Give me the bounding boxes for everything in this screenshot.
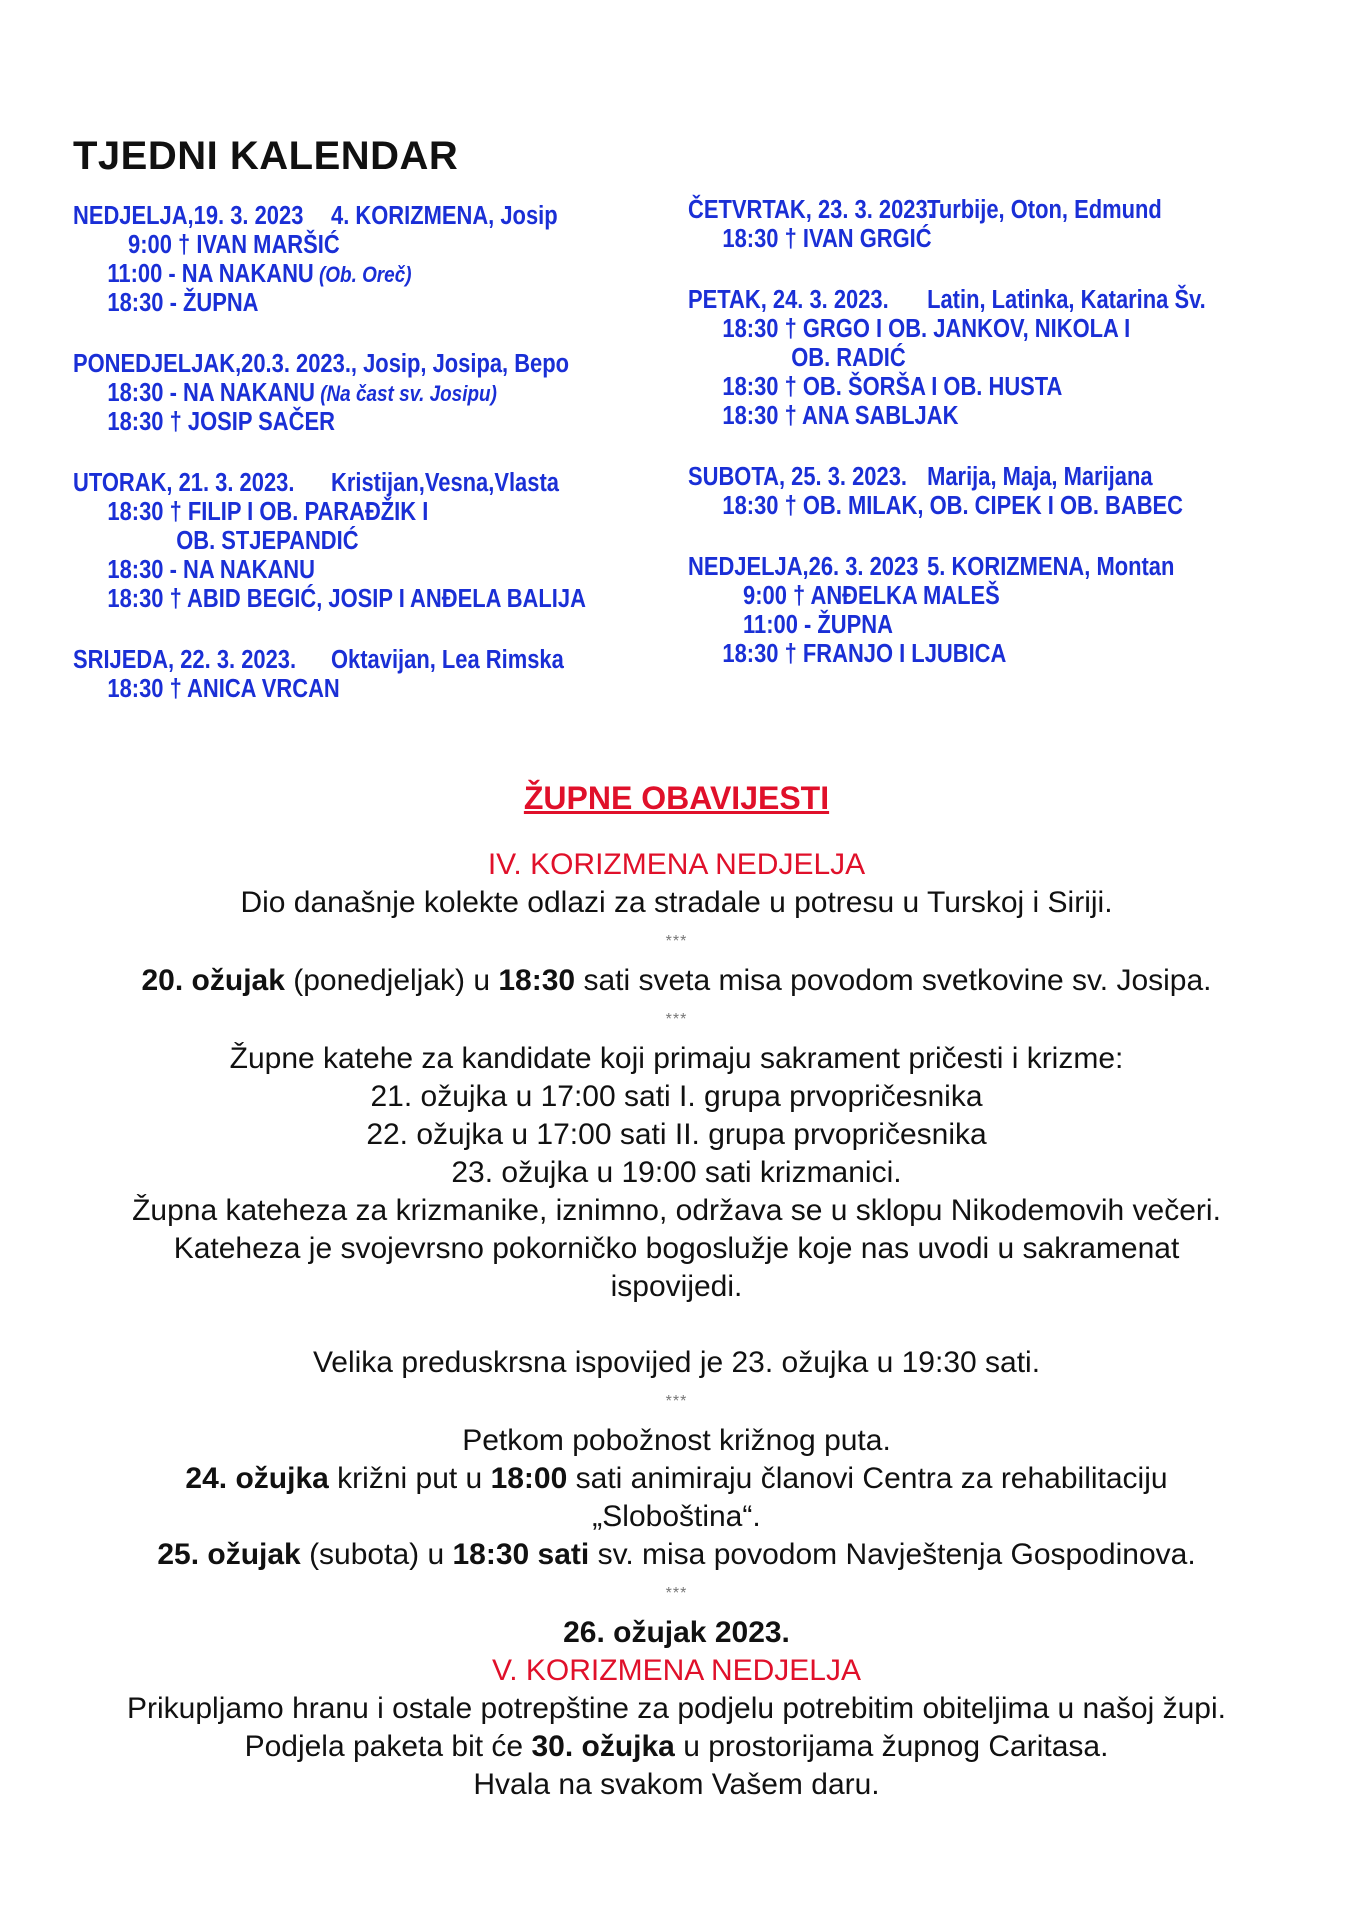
day-date: UTORAK, 21. 3. 2023.	[73, 469, 295, 497]
mass-intention: 18:30 † IVAN GRGIĆ	[722, 225, 932, 253]
stations-detail	[0, 1460, 1353, 1498]
day-saints: Oktavijan, Lea Rimska	[331, 646, 564, 674]
collection-notice: Dio današnje kolekte odlazi za stradale u potresu u Turskoj i Siriji.	[240, 886, 1113, 919]
stations-notice: Petkom pobožnost križnog puta.	[462, 1424, 891, 1457]
mass-entry	[73, 498, 606, 527]
mass-intention: 18:30 † FILIP I OB. PARAĐŽIK I	[107, 498, 429, 526]
day-header	[688, 196, 1221, 225]
notices-heading: ŽUPNE OBAVIJESTI	[523, 780, 830, 816]
mass-intention: 18:30 † OB. MILAK, OB. CIPEK I OB. BABEC	[722, 492, 1184, 520]
mass-intention: 18:30 † ABID BEGIĆ, JOSIP I ANĐELA BALIJA	[107, 585, 586, 613]
separator: ***	[665, 1585, 688, 1602]
calendar-right-column	[688, 196, 1221, 701]
mass-entry	[688, 315, 1221, 344]
day-header	[73, 646, 606, 675]
mass-intention: 18:30 † OB. ŠORŠA I OB. HUSTA	[722, 373, 1063, 401]
mass-entry	[73, 379, 606, 408]
caritas-a: Podjela paketa bit će	[244, 1730, 532, 1763]
mass-intention: 18:30 † ANA SABLJAK	[722, 402, 959, 430]
next-sunday-date-text: 26. ožujak 2023.	[563, 1616, 790, 1649]
calendar-day	[73, 646, 606, 704]
day-header	[73, 350, 606, 379]
caritas-c: u prostorijama župnog Caritasa.	[674, 1730, 1109, 1763]
catechesis-line: ispovijedi.	[610, 1270, 743, 1303]
day-saints: 4. KORIZMENA, Josip	[331, 202, 558, 230]
calendar-left-column	[73, 202, 606, 736]
mass-entry	[73, 585, 606, 614]
day-header	[688, 286, 1221, 315]
day-date: ČETVRTAK, 23. 3. 2023.	[688, 196, 934, 224]
calendar-day	[688, 553, 1221, 669]
mass-entry	[688, 582, 1221, 611]
calendar-title: TJEDNI KALENDAR	[73, 134, 459, 178]
day-saints: Turbije, Oton, Edmund	[927, 196, 1162, 224]
calendar-day	[688, 196, 1221, 254]
mass-entry	[73, 556, 606, 585]
mass-note: (Na čast sv. Josipu)	[314, 381, 497, 406]
caritas-distribution	[0, 1728, 1353, 1766]
josip-rest: sati sveta misa povodom svetkovine sv. Josipa.	[575, 964, 1212, 997]
mass-intention: 18:30 - ŽUPNA	[107, 289, 259, 317]
mass-intention: 9:00 † IVAN MARŠIĆ	[128, 231, 340, 259]
mass-entry	[73, 231, 606, 260]
mass-entry	[73, 289, 606, 318]
day-header	[688, 553, 1221, 582]
mass-entry	[688, 402, 1221, 431]
thanks-line: Hvala na svakom Vašem daru.	[473, 1768, 880, 1801]
day-saints: Kristijan,Vesna,Vlasta	[331, 469, 559, 497]
mass-entry	[688, 373, 1221, 402]
day-header	[73, 202, 606, 231]
sunday-title: IV. KORIZMENA NEDJELJA	[487, 848, 866, 881]
day-date: PONEDJELJAK,20.3. 2023., Josip, Josipa, Bepo	[73, 350, 570, 378]
annunciation-date: 25. ožujak	[157, 1538, 301, 1571]
day-date: NEDJELJA,26. 3. 2023	[688, 553, 919, 581]
parish-notices	[0, 776, 1353, 1804]
catechesis-line: Kateheza je svojevrsno pokorničko bogoslužje koje nas uvodi u sakramenat	[173, 1232, 1180, 1265]
mass-intention: OB. RADIĆ	[791, 344, 906, 372]
caritas-date: 30. ožujka	[531, 1730, 675, 1763]
caritas-notice: Prikupljamo hranu i ostale potrepštine za podjelu potrebitim obiteljima u našoj župi.	[127, 1692, 1226, 1725]
josip-time: 18:30	[498, 964, 576, 997]
separator: ***	[665, 1393, 688, 1410]
mass-intention: 18:30 † FRANJO I LJUBICA	[722, 640, 1007, 668]
day-saints: Marija, Maja, Marijana	[927, 463, 1153, 491]
calendar-day	[73, 350, 606, 437]
mass-note: (Ob. Oreč)	[313, 262, 412, 287]
day-date: PETAK, 24. 3. 2023.	[688, 286, 889, 314]
calendar-day	[688, 463, 1221, 521]
mass-entry	[688, 344, 1221, 373]
josip-mid: (ponedjeljak) u	[284, 964, 499, 997]
mass-intention: 18:30 - NA NAKANU	[107, 379, 315, 407]
annunciation-rest: sv. misa povodom Navještenja Gospodinova.	[589, 1538, 1196, 1571]
mass-intention: 18:30 † GRGO I OB. JANKOV, NIKOLA I	[722, 315, 1131, 343]
mass-entry	[73, 408, 606, 437]
catechesis-line: 21. ožujka u 17:00 sati I. grupa prvopričesnika	[370, 1080, 983, 1113]
day-header	[73, 469, 606, 498]
josip-mass-notice	[0, 962, 1353, 1000]
annunciation-mid: (subota) u	[300, 1538, 453, 1571]
day-date: NEDJELJA,19. 3. 2023	[73, 202, 304, 230]
mass-entry	[688, 611, 1221, 640]
next-sunday-title: V. KORIZMENA NEDJELJA	[492, 1654, 861, 1687]
mass-entry	[688, 225, 1221, 254]
annunciation-time: 18:30 sati	[452, 1538, 590, 1571]
stations-date: 24. ožujka	[185, 1462, 329, 1495]
stations-time: 18:00	[490, 1462, 568, 1495]
annunciation-notice	[0, 1536, 1353, 1574]
catechesis-line: 23. ožujka u 19:00 sati krizmanici.	[451, 1156, 902, 1189]
separator: ***	[665, 933, 688, 950]
mass-intention: 11:00 - ŽUPNA	[743, 611, 893, 639]
stations-center-name: „Sloboština“.	[592, 1500, 761, 1533]
mass-intention: 11:00 - NA NAKANU	[107, 260, 314, 288]
next-sunday-date	[0, 1614, 1353, 1652]
mass-entry	[688, 492, 1221, 521]
mass-entry	[688, 640, 1221, 669]
day-header	[688, 463, 1221, 492]
day-saints: Latin, Latinka, Katarina Šv.	[927, 286, 1206, 314]
confession-notice: Velika preduskrsna ispovijed je 23. ožujka u 19:30 sati.	[312, 1346, 1041, 1379]
josip-date: 20. ožujak	[141, 964, 285, 997]
catechesis-line: Župna kateheza za krizmanike, iznimno, održava se u sklopu Nikodemovih večeri.	[132, 1194, 1221, 1227]
mass-intention: 18:30 - NA NAKANU	[107, 556, 315, 584]
stations-mid: križni put u	[328, 1462, 491, 1495]
separator: ***	[665, 1011, 688, 1028]
catechesis-line: 22. ožujka u 17:00 sati II. grupa prvopričesnika	[366, 1118, 987, 1151]
day-date: SUBOTA, 25. 3. 2023.	[688, 463, 907, 491]
mass-entry	[73, 260, 606, 289]
calendar-day	[73, 469, 606, 614]
mass-intention: OB. STJEPANDIĆ	[176, 527, 359, 555]
mass-entry	[73, 675, 606, 704]
stations-rest: sati animiraju članovi Centra za rehabilitaciju	[567, 1462, 1168, 1495]
catechesis-intro: Župne katehe za kandidate koji primaju sakrament pričesti i krizme:	[229, 1042, 1124, 1075]
day-date: SRIJEDA, 22. 3. 2023.	[73, 646, 297, 674]
calendar-day	[688, 286, 1221, 431]
calendar-day	[73, 202, 606, 318]
mass-entry	[73, 527, 606, 556]
mass-intention: 18:30 † ANICA VRCAN	[107, 675, 340, 703]
mass-intention: 18:30 † JOSIP SAČER	[107, 408, 335, 436]
day-saints: 5. KORIZMENA, Montan	[927, 553, 1175, 581]
mass-intention: 9:00 † ANĐELKA MALEŠ	[743, 582, 1000, 610]
